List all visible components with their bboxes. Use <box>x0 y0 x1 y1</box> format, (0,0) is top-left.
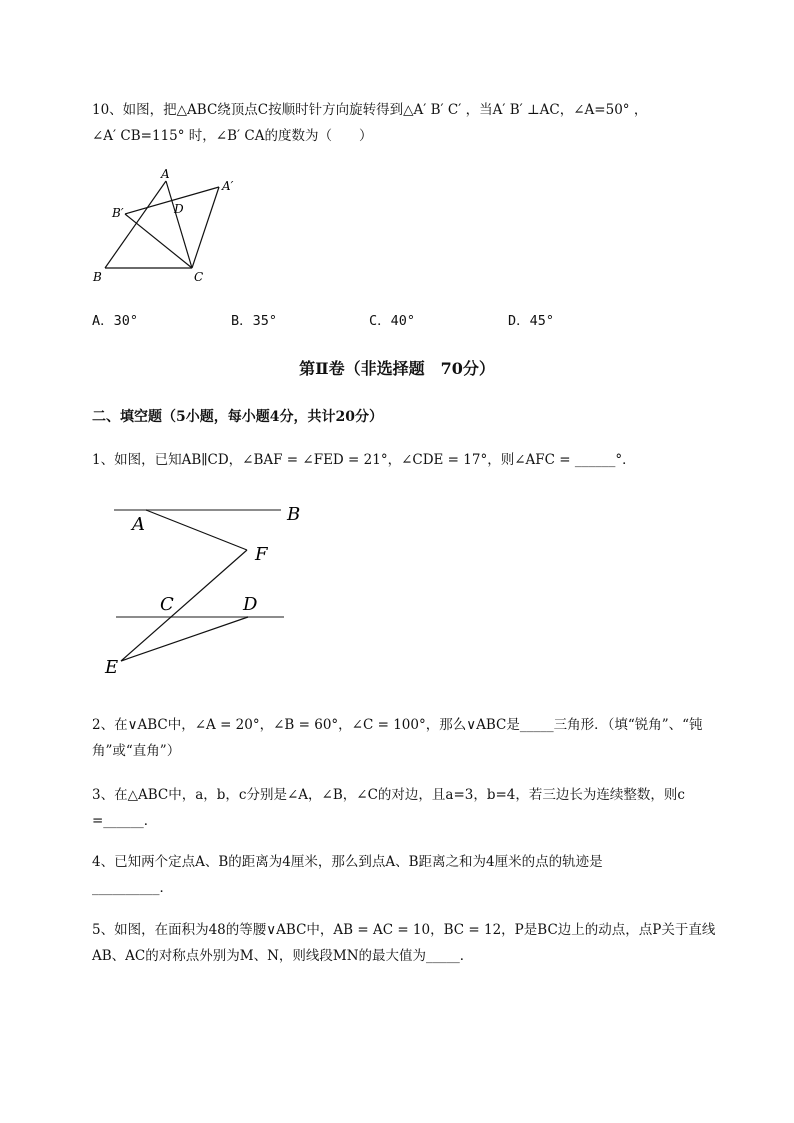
q10-segment-A-prime-B-prime <box>125 187 219 214</box>
q10-label-D: D <box>174 202 184 216</box>
f3-text-line2: =______． <box>92 813 158 829</box>
q10-option-d: D．45° <box>508 313 555 329</box>
q10-triangle-figure <box>85 165 255 290</box>
f3-text-line1: 3、在△ABC中，a，b，c分别是∠A，∠B，∠C的对边，且a=3，b=4，若三边长为连续整数，则c <box>92 787 685 803</box>
f2-text-line1: 2、在∨ABC中，∠A = 20°，∠B = 60°，∠C = 100°，那么∨ABC是_____三角形．（填“锐角”、“钝 <box>92 717 703 733</box>
q10-text-line2: ∠A′ CB=115° 时，∠B′ CA的度数为（ ） <box>92 128 373 144</box>
f1-label-E: E <box>105 657 119 678</box>
q10-segment-B-prime-C <box>125 214 192 268</box>
f1-segment-AF <box>146 510 247 550</box>
f1-parallel-lines-figure <box>100 495 315 685</box>
q10-option-c: C．40° <box>369 313 416 329</box>
part2-title: 第Ⅱ卷（非选择题 70分） <box>299 359 495 378</box>
f1-label-F: F <box>255 544 268 565</box>
f1-label-A: A <box>132 514 145 535</box>
q10-option-a: A．30° <box>92 313 139 329</box>
q10-label-A-prime: A′ <box>222 179 234 193</box>
f1-label-B: B <box>287 504 301 525</box>
f5-text-line2: AB、AC的对称点外别为M、N，则线段MN的最大值为_____． <box>92 948 474 964</box>
f1-segment-FE <box>121 550 247 661</box>
q10-option-b: B．35° <box>231 313 278 329</box>
q10-label-B: B <box>93 270 102 284</box>
q10-label-C: C <box>194 270 204 284</box>
q10-label-A: A <box>161 167 170 181</box>
q10-segment-BA <box>105 181 166 268</box>
f4-text-line2: __________． <box>92 880 173 896</box>
f1-label-D: D <box>243 594 258 615</box>
q10-text-line1: 10、如图，把△ABC绕顶点C按顺时针方向旋转得到△A′ B′ C′ ，当A′ B′ ⊥AC，∠A=50° ， <box>92 102 648 118</box>
f5-text-line1: 5、如图，在面积为48的等腰∨ABC中，AB = AC = 10，BC = 12，P是BC边上的动点，点P关于直线 <box>92 922 716 938</box>
q10-segment-AC <box>166 181 192 268</box>
section2-heading: 二、填空题（5小题，每小题4分，共计20分） <box>92 409 383 425</box>
f1-text: 1、如图，已知AB∥CD，∠BAF = ∠FED = 21°，∠CDE = 17°，则∠AFC = ______°． <box>92 452 636 468</box>
f4-text-line1: 4、已知两个定点A、B的距离为4厘米，那么到点A、B距离之和为4厘米的点的轨迹是 <box>92 854 603 870</box>
q10-label-B-prime: B′ <box>112 206 124 220</box>
q10-segment-CA-prime <box>192 187 219 268</box>
f1-label-C: C <box>160 594 174 615</box>
f2-text-line2: 角”或“直角”） <box>92 743 181 759</box>
f1-segment-ED <box>121 617 248 661</box>
